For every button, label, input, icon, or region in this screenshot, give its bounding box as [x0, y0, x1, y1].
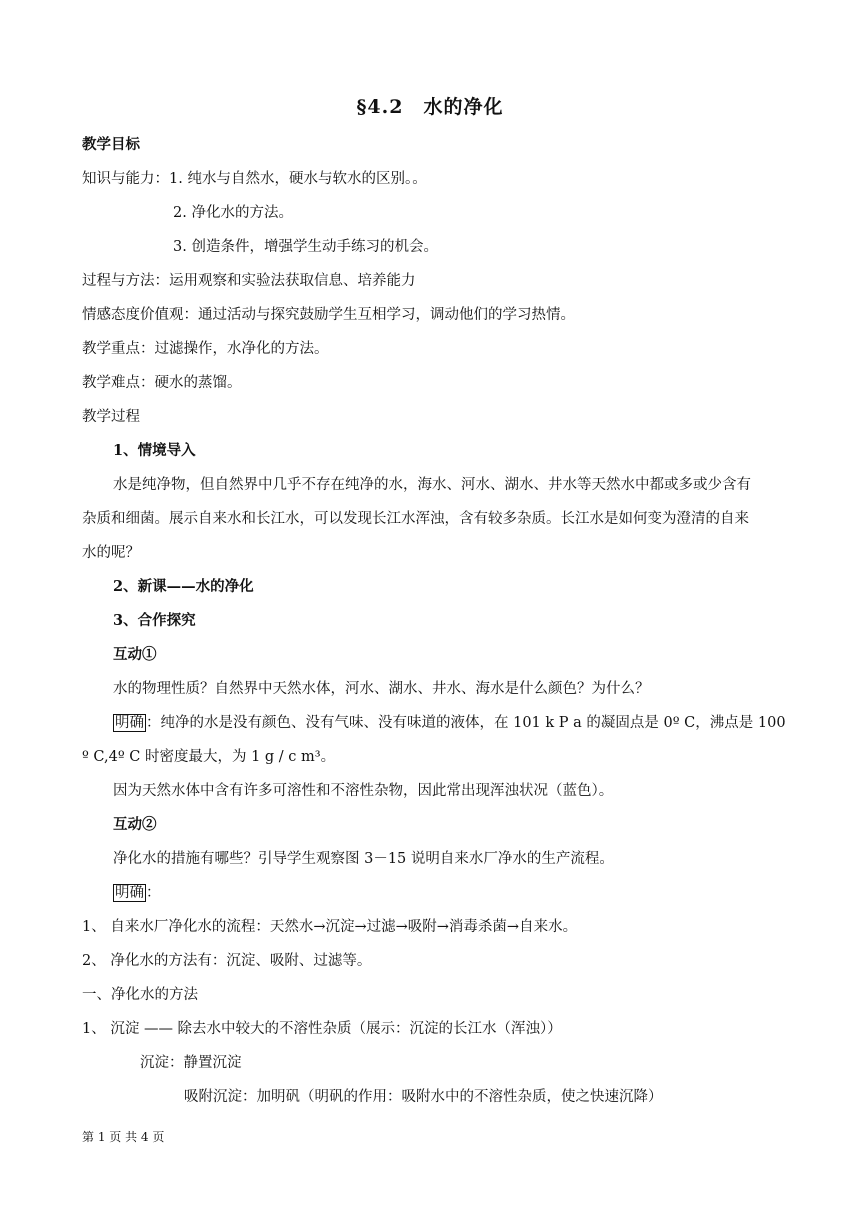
teaching-process-heading: 教学过程: [82, 409, 140, 425]
question-1: 水的物理性质？自然界中天然水体，河水、湖水、井水、海水是什么颜色？为什么？: [113, 681, 650, 697]
section-3-heading: 3、合作探究: [113, 612, 196, 629]
question-2: 净化水的措施有哪些？引导学生观察图 3－15 说明自来水厂净水的生产流程。: [113, 851, 614, 867]
clarify-box: 明确: [115, 715, 144, 731]
objectives-heading: 教学目标: [82, 136, 140, 153]
knowledge-item-2: 2. 净化水的方法。: [173, 205, 293, 221]
method-1a: 沉淀：静置沉淀: [140, 1055, 242, 1071]
intro-line-3: 水的呢？: [82, 545, 140, 561]
process-methods: 过程与方法：运用观察和实验法获取信息、培养能力: [82, 273, 416, 289]
point-1: 1、 自来水厂净化水的流程：天然水→沉淀→过滤→吸附→消毒杀菌→自来水。: [82, 919, 578, 935]
answer-1-line-2: º C,4º C 时密度最大，为 1 g / c m³。: [82, 749, 336, 765]
knowledge-item-1: 1. 纯水与自然水，硬水与软水的区别。。: [169, 171, 427, 187]
intro-line-1: 水是纯净物，但自然界中几乎不存在纯净的水，海水、河水、湖水、井水等天然水中都或多或少含有: [113, 477, 751, 493]
method-1: 1、 沉淀 —— 除去水中较大的不溶性杂质（展示：沉淀的长江水（浑浊））: [82, 1021, 562, 1037]
intro-line-2: 杂质和细菌。展示自来水和长江水，可以发现长江水浑浊，含有较多杂质。长江水是如何变为澄清的自来: [82, 511, 749, 527]
knowledge-line-1: [82, 169, 427, 189]
knowledge-item-3: 3. 创造条件，增强学生动手练习的机会。: [173, 239, 438, 255]
emotion-values: 情感态度价值观：通过活动与探究鼓励学生互相学习，调动他们的学习热情。: [82, 307, 575, 323]
interaction-2-heading: 互动②: [113, 816, 157, 833]
interaction-1-heading: 互动①: [113, 646, 157, 663]
knowledge-label: 知识与能力：: [82, 171, 169, 187]
key-points: 教学重点：过滤操作，水净化的方法。: [82, 341, 329, 357]
answer-1-text: ：纯净的水是没有颜色、没有气味、没有味道的液体，在 101 k P a 的凝固点是 0º C，沸点是 100: [146, 715, 786, 731]
part-1-heading: 一、净化水的方法: [82, 987, 198, 1003]
answer-1-line-1: [113, 713, 786, 733]
section-2-heading: 2、新课——水的净化: [113, 578, 254, 595]
answer-1-line-3: 因为天然水体中含有许多可溶性和不溶性杂物，因此常出现浑浊状况（蓝色）。: [113, 783, 614, 799]
difficulty: 教学难点：硬水的蒸馏。: [82, 375, 242, 391]
answer-2-label: [113, 883, 161, 903]
section-1-heading: 1、情境导入: [113, 442, 196, 459]
answer-2-colon: ：: [146, 885, 161, 901]
point-2: 2、 净化水的方法有：沉淀、吸附、过滤等。: [82, 953, 372, 969]
page-footer: 第 1 页 共 4 页: [82, 1130, 165, 1144]
page-title: §4.2 水的净化: [356, 96, 504, 118]
clarify-box-2: 明确: [115, 885, 144, 901]
method-1b: 吸附沉淀：加明矾（明矾的作用：吸附水中的不溶性杂质，使之快速沉降）: [184, 1089, 663, 1105]
